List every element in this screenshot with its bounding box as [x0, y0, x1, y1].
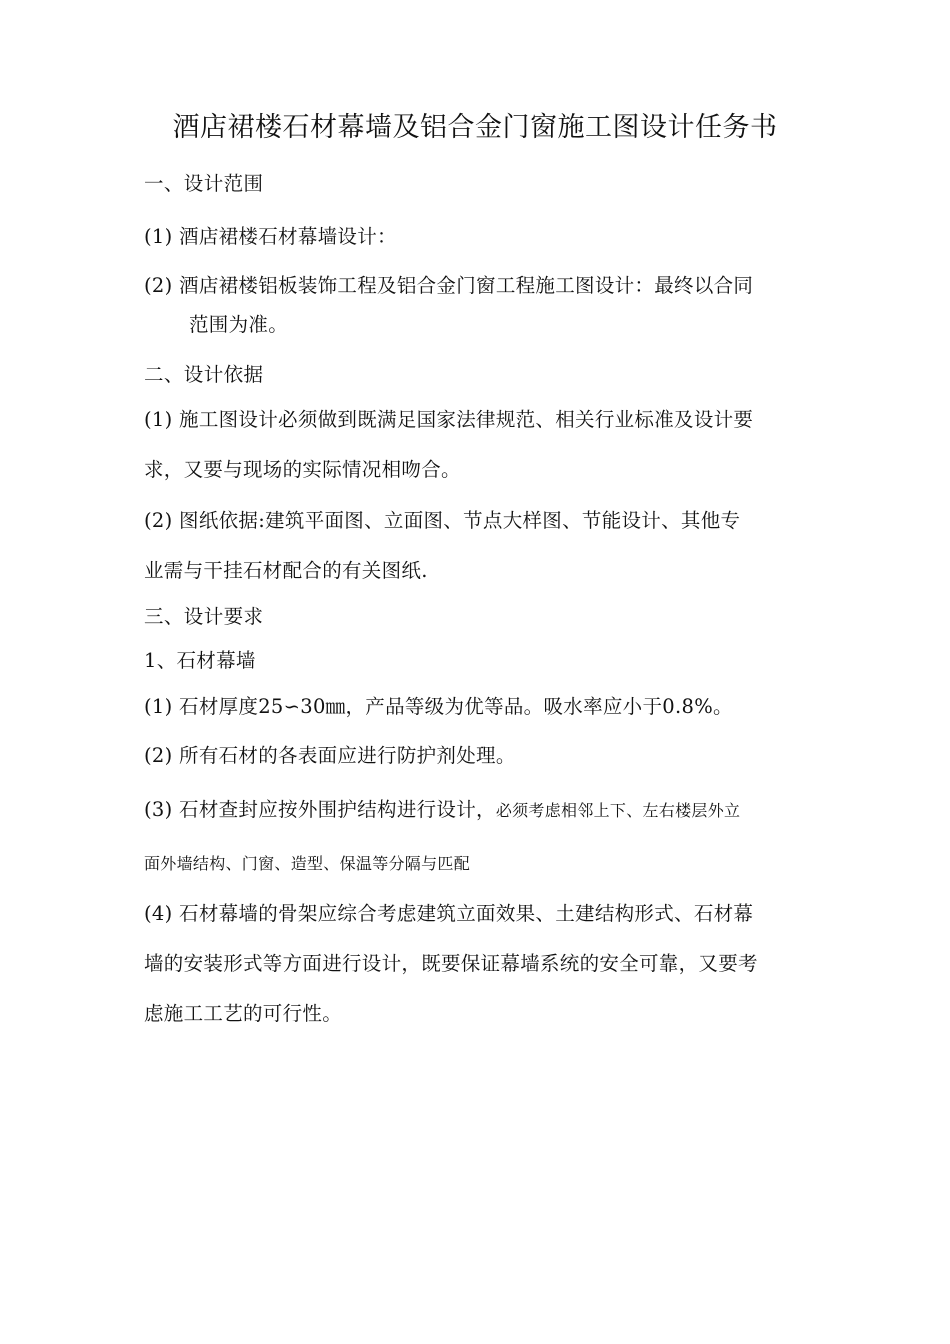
requirement-item-3-line-1 — [144, 797, 740, 824]
scope-item-2-line-1: (2) 酒店裙楼铝板装饰工程及铝合金门窗工程施工图设计：最终以合同 — [144, 274, 754, 297]
requirement-item-4-line-2: 墙的安装形式等方面进行设计，既要保证幕墙系统的安全可靠，又要考 — [144, 952, 758, 975]
requirement-item-1: (1) 石材厚度25∽30㎜，产品等级为优等品。吸水率应小于0.8%。 — [144, 695, 733, 718]
requirement-item-4-line-3: 虑施工工艺的可行性。 — [144, 1002, 343, 1025]
subsection-stone-curtain-wall: 1、石材幕墙 — [144, 649, 256, 672]
basis-item-2-line-2: 业需与干挂石材配合的有关图纸. — [144, 559, 428, 582]
basis-item-2-line-1: (2) 图纸依据:建筑平面图、立面图、节点大样图、节能设计、其他专 — [144, 509, 741, 532]
basis-item-1-line-2: 求，又要与现场的实际情况相吻合。 — [144, 458, 461, 481]
scope-item-2-line-2: 范围为准。 — [189, 313, 289, 336]
scope-item-1: (1) 酒店裙楼石材幕墙设计： — [144, 225, 397, 248]
requirement-item-3-line-2: 面外墙结构、门窗、造型、保温等分隔与匹配 — [144, 854, 471, 873]
requirement-item-4-line-1: (4) 石材幕墙的骨架应综合考虑建筑立面效果、土建结构形式、石材幕 — [144, 902, 754, 925]
section-heading-design-requirements: 三、设计要求 — [144, 605, 264, 628]
basis-item-1-line-1: (1) 施工图设计必须做到既满足国家法律规范、相关行业标准及设计要 — [144, 408, 754, 431]
section-heading-design-basis: 二、设计依据 — [144, 363, 264, 386]
requirement-item-3-part-a: (3) 石材查封应按外围护结构进行设计， — [144, 798, 496, 821]
section-heading-design-scope: 一、设计范围 — [144, 172, 264, 195]
requirement-item-3-part-b: 必须考虑相邻上下、左右楼层外立 — [495, 801, 741, 820]
document-title: 酒店裙楼石材幕墙及铝合金门窗施工图设计任务书 — [172, 112, 778, 143]
requirement-item-2: (2) 所有石材的各表面应进行防护剂处理。 — [144, 744, 516, 767]
